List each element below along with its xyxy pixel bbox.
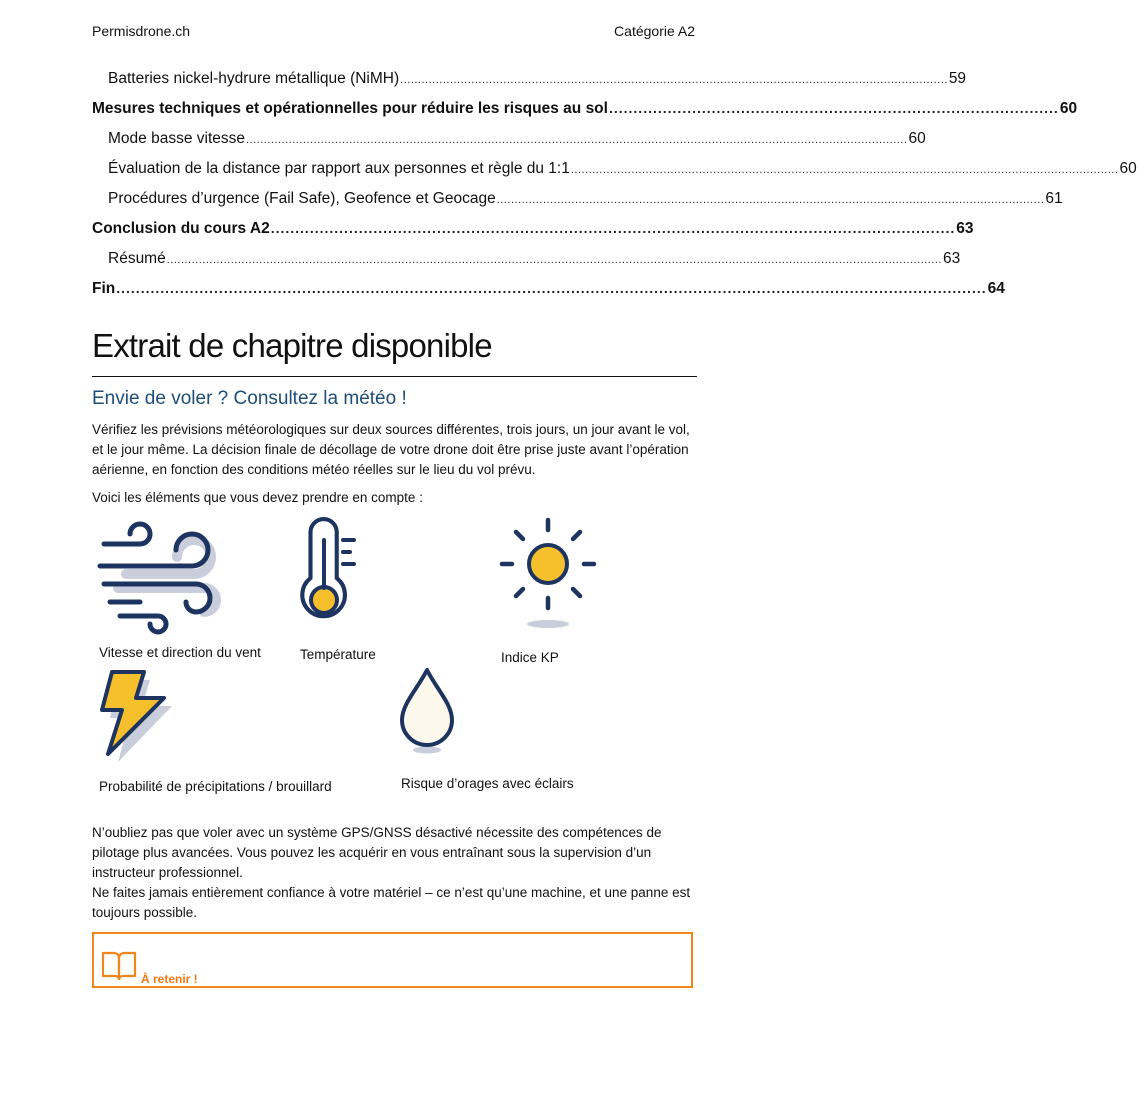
toc-entry[interactable] bbox=[92, 220, 974, 250]
chapter-title: Extrait de chapitre disponible bbox=[92, 326, 697, 377]
toc-entry-title: Conclusion du cours A2 bbox=[92, 220, 270, 237]
toc-leader: ............................................................................................................................................ bbox=[270, 220, 956, 236]
toc-entry[interactable] bbox=[92, 280, 1005, 310]
toc-leader: .................................................................................................................................................................................. bbox=[116, 280, 987, 296]
toc-entry[interactable] bbox=[92, 190, 1063, 220]
toc-entry-title: Fin bbox=[92, 280, 116, 297]
toc-entry-title: Mode basse vitesse bbox=[108, 130, 245, 147]
toc-entry-page: 60 bbox=[908, 130, 926, 147]
elements-intro: Voici les éléments que vous devez prendre en compte : bbox=[92, 490, 423, 505]
toc-entry-page: 60 bbox=[1119, 160, 1137, 177]
toc-entry-title: Évaluation de la distance par rapport aux personnes et règle du 1:1 bbox=[108, 160, 570, 177]
toc-entry-page: 59 bbox=[948, 70, 967, 87]
callout-title: À retenir ! bbox=[141, 972, 198, 986]
toc-leader: .......................................................................................................................................................... bbox=[496, 194, 1045, 206]
raindrop-icon bbox=[396, 664, 462, 756]
header-site: Permisdrone.ch bbox=[92, 23, 191, 39]
section-title: Envie de voler ? Consultez la météo ! bbox=[92, 388, 407, 409]
intro-paragraph: Vérifiez les prévisions météorologiques sur deux sources différentes, trois jours, un jour avant le vol, et le jour même. La décision finale de décollage de votre drone doit être prise juste avant l’opération aérienne, en fonction des conditions météo réelles sur le lieu du vol prévu. bbox=[92, 422, 690, 477]
storm-label: Risque d’orages avec éclairs bbox=[401, 776, 574, 791]
toc-entry[interactable] bbox=[92, 160, 1137, 190]
header-category: Catégorie A2 bbox=[614, 23, 695, 39]
toc-entry-page: 64 bbox=[987, 280, 1005, 297]
kp-index-label: Indice KP bbox=[501, 650, 559, 665]
toc-entry-title: Procédures d’urgence (Fail Safe), Geofence et Geocage bbox=[108, 190, 496, 207]
thermometer-icon bbox=[290, 518, 360, 630]
closing-paragraph bbox=[92, 823, 702, 923]
toc-leader: .......................................................................................................................................................................................................................... bbox=[166, 254, 942, 266]
toc-entry-page: 61 bbox=[1045, 190, 1063, 207]
toc-leader: ............................................................................................ bbox=[608, 100, 1059, 116]
book-icon bbox=[100, 949, 138, 983]
toc-entry-title: Batteries nickel-hydrure métallique (NiMH) bbox=[108, 70, 400, 87]
toc-leader: .......................................................................................................................................................... bbox=[570, 164, 1119, 176]
toc-entry-title: Mesures techniques et opérationnelles pour réduire les risques au sol bbox=[92, 100, 608, 117]
wind-icon bbox=[96, 528, 226, 628]
wind-label: Vitesse et direction du vent bbox=[99, 645, 261, 660]
closing-text-gps: N’oubliez pas que voler avec un système GPS/GNSS désactivé nécessite des compétences de pilotage plus avancées. Vous pouvez les acquérir en vous entraînant sous la supervision d’un instructeur professionnel. bbox=[92, 825, 662, 880]
toc-entry[interactable] bbox=[92, 100, 1078, 130]
toc-entry[interactable] bbox=[92, 130, 926, 160]
lightning-icon bbox=[96, 666, 176, 760]
toc-entry[interactable] bbox=[92, 70, 967, 100]
toc-entry-page: 63 bbox=[942, 250, 961, 267]
toc-entry-page: 60 bbox=[1059, 100, 1078, 117]
toc-leader: .......................................................................................................................................................... bbox=[400, 74, 948, 86]
toc-entry-title: Résumé bbox=[108, 250, 166, 267]
toc-entry-page: 63 bbox=[956, 220, 974, 237]
temperature-label: Température bbox=[300, 647, 376, 662]
sun-icon bbox=[494, 516, 604, 632]
table-of-contents bbox=[92, 70, 1137, 310]
key-point-callout bbox=[92, 932, 693, 988]
closing-text-equipment: Ne faites jamais entièrement confiance à votre matériel – ce n’est qu’une machine, et une panne est toujours possible. bbox=[92, 885, 691, 920]
toc-leader: .......................................................................................................................................................................................... bbox=[246, 134, 908, 146]
toc-entry[interactable] bbox=[92, 250, 961, 280]
precipitation-label: Probabilité de précipitations / brouillard bbox=[99, 779, 332, 794]
